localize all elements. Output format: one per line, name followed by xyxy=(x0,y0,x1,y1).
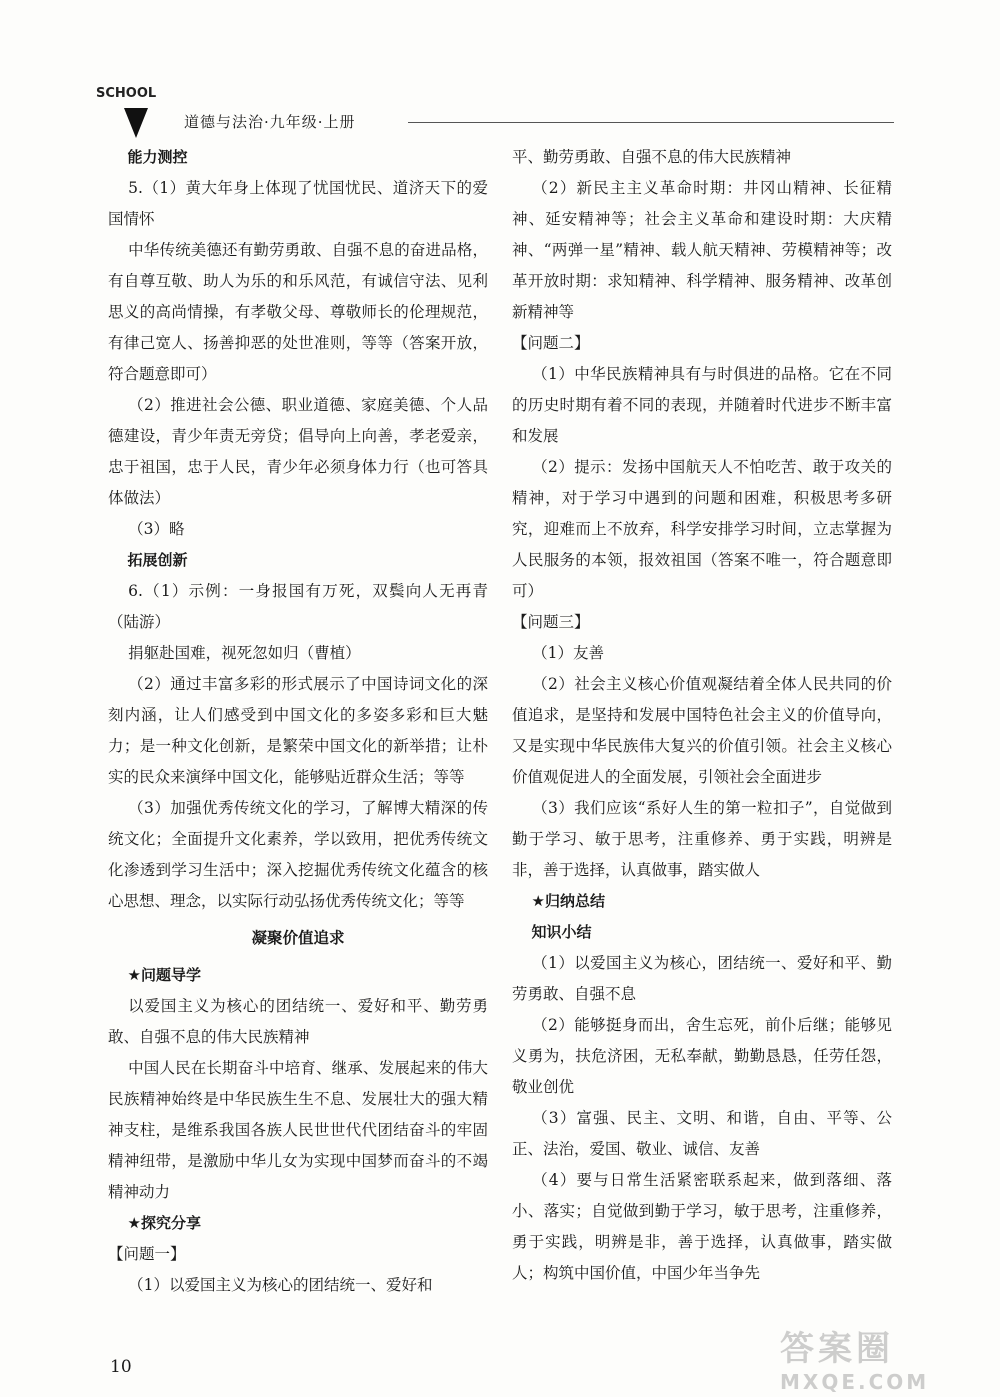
watermark xyxy=(780,1321,970,1394)
right-paragraph-0: 平、勤劳勇敢、自强不息的伟大民族精神 xyxy=(512,148,792,166)
left-paragraph-12: 以爱国主义为核心的团结统一、爱好和平、勤劳勇敢、自强不息的伟大民族精神 xyxy=(108,997,488,1046)
right-paragraph-7: （2）社会主义核心价值观凝结着全体人民共同的价值追求，是坚持和发展中国特色社会主义的价值导向，又是实现中华民族伟大复兴的价值引领。社会主义核心价值观促进人的全面发展，引领社会全面进步 xyxy=(512,675,892,786)
right-paragraph-9: ★归纳总结 xyxy=(531,892,605,910)
left-paragraph-7: 捐躯赴国难，视死忽如归（曹植） xyxy=(128,644,361,662)
page-number: 10 xyxy=(110,1357,132,1377)
left-paragraph-10: 凝聚价值追求 xyxy=(251,929,345,947)
right-paragraph-4: （2）提示：发扬中国航天人不怕吃苦、敢于攻关的精神，对于学习中遇到的问题和困难，积极思考多研究，迎难而上不放弃，科学安排学习时间，立志掌握为人民服务的本领，报效祖国（答案不唯一，符合题意即可） xyxy=(512,458,892,600)
left-paragraph-8: （2）通过丰富多彩的形式展示了中国诗词文化的深刻内涵，让人们感受到中国文化的多姿多彩和巨大魅力；是一种文化创新，是繁荣中国文化的新举措；让朴实的民众来演绎中国文化，能够贴近群众生活；等等 xyxy=(108,675,488,786)
watermark-bottom: MXQE.COM xyxy=(780,1370,930,1394)
left-paragraph-15: 【问题一】 xyxy=(108,1245,186,1263)
right-paragraph-13: （3）富强、民主、文明、和谐，自由、平等、公正、法治，爱国、敬业、诚信、友善 xyxy=(512,1109,892,1158)
right-column xyxy=(512,142,892,1289)
header-rule xyxy=(408,122,894,123)
left-paragraph-5: 拓展创新 xyxy=(127,551,188,569)
left-paragraph-14: ★探究分享 xyxy=(127,1214,201,1232)
left-paragraph-11: ★问题导学 xyxy=(127,966,201,984)
right-paragraph-8: （3）我们应该“系好人生的第一粒扣子”，自觉做到勤于学习、敏于思考，注重修养、勇于实践，明辨是非，善于选择，认真做事，踏实做人 xyxy=(512,799,892,879)
right-paragraph-12: （2）能够挺身而出，舍生忘死，前仆后继；能够见义勇为，扶危济困，无私奉献，勤勤恳恳，任劳任怨，敬业创优 xyxy=(512,1016,892,1096)
right-paragraph-14: （4）要与日常生活紧密联系起来，做到落细、落小、落实；自觉做到勤于学习，敏于思考，注重修养，勇于实践，明辨是非，善于选择，认真做事，踏实做人；构筑中国价值，中国少年当争先 xyxy=(512,1171,892,1282)
right-paragraph-2: 【问题二】 xyxy=(512,334,590,352)
right-paragraph-5: 【问题三】 xyxy=(512,613,590,631)
right-paragraph-3: （1）中华民族精神具有与时俱进的品格。它在不同的历史时期有着不同的表现，并随着时代进步不断丰富和发展 xyxy=(512,365,892,445)
left-paragraph-16: （1）以爱国主义为核心的团结统一、爱好和 xyxy=(128,1276,433,1294)
left-column xyxy=(108,142,488,1301)
logo-triangle-icon xyxy=(124,108,148,138)
logo-text: SCHOOL xyxy=(96,86,157,101)
left-paragraph-2: 中华传统美德还有勤劳勇敢、自强不息的奋进品格，有自尊互敬、助人为乐的和乐风范，有诚信守法、见利思义的高尚情操，有孝敬父母、尊敬师长的伦理规范，有律己宽人、扬善抑恶的处世准则，等等（答案开放，符合题意即可） xyxy=(108,241,488,383)
left-paragraph-4: （3）略 xyxy=(128,520,185,538)
left-paragraph-9: （3）加强优秀传统文化的学习，了解博大精深的传统文化；全面提升文化素养，学以致用，把优秀传统文化渗透到学习生活中；深入挖掘优秀传统文化蕴含的核心思想、理念，以实际行动弘扬优秀传统文化；等等 xyxy=(108,799,488,910)
left-paragraph-6: 6.（1）示例：一身报国有万死，双鬓向人无再青（陆游） xyxy=(108,582,488,631)
watermark-top: 答案圈 xyxy=(780,1329,894,1369)
left-paragraph-13: 中国人民在长期奋斗中培育、继承、发展起来的伟大民族精神始终是中华民族生生不息、发展壮大的强大精神支柱，是维系我国各族人民世世代代团结奋斗的牢固精神纽带，是激励中华儿女为实现中国梦而奋斗的不竭精神动力 xyxy=(108,1059,488,1201)
left-paragraph-1: 5.（1）黄大年身上体现了忧国忧民、道济天下的爱国情怀 xyxy=(108,179,488,228)
right-paragraph-10: 知识小结 xyxy=(531,923,592,941)
left-paragraph-3: （2）推进社会公德、职业道德、家庭美德、个人品德建设，青少年责无旁贷；倡导向上向善，孝老爱亲，忠于祖国，忠于人民，青少年必须身体力行（也可答具体做法） xyxy=(108,396,488,507)
left-paragraph-0: 能力测控 xyxy=(127,148,188,166)
header-title: 道德与法治·九年级·上册 xyxy=(184,113,356,131)
right-paragraph-1: （2）新民主主义革命时期：井冈山精神、长征精神、延安精神等；社会主义革命和建设时期：大庆精神、“两弹一星”精神、载人航天精神、劳模精神等；改革开放时期：求知精神、科学精神、服务精神、改革创新精神等 xyxy=(512,179,892,321)
school-logo xyxy=(96,86,168,146)
right-paragraph-11: （1）以爱国主义为核心，团结统一、爱好和平、勤劳勇敢、自强不息 xyxy=(512,954,892,1003)
right-paragraph-6: （1）友善 xyxy=(532,644,605,662)
